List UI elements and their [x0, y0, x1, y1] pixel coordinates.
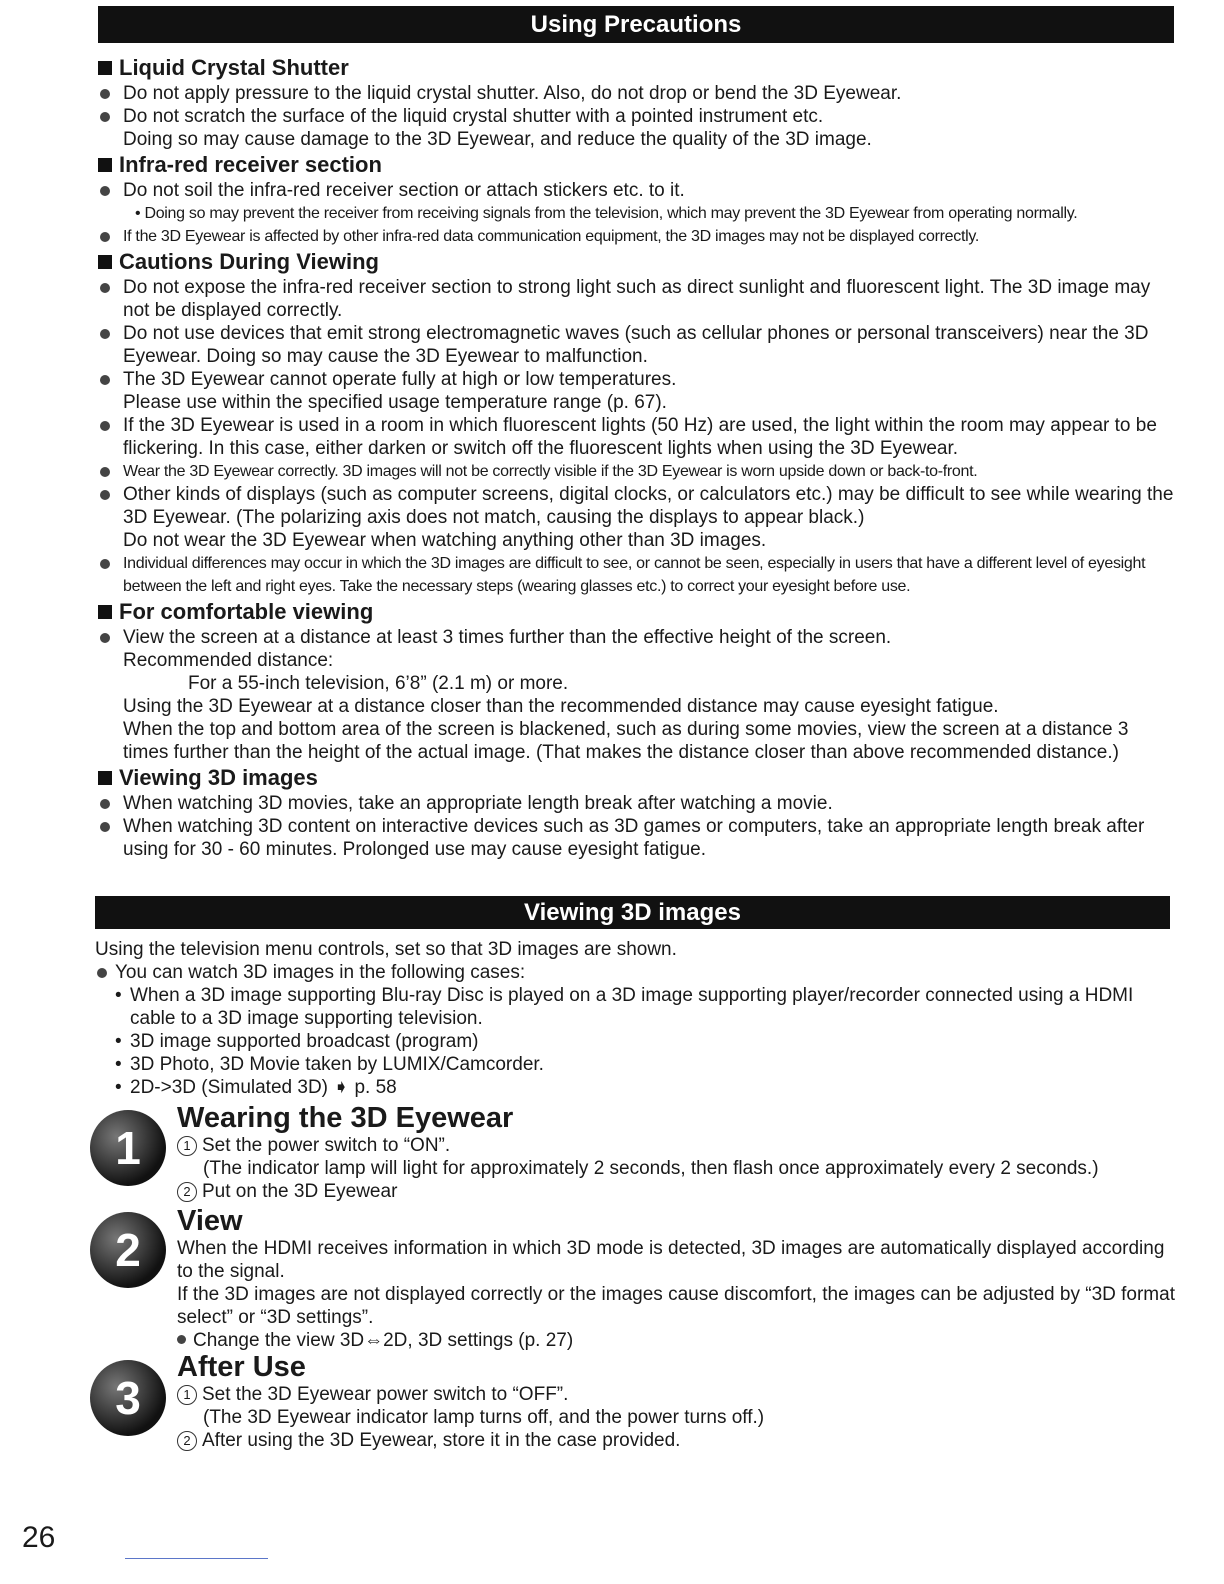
paragraph: When the top and bottom area of the screen is blackened, such as during some movies, view the screen at a distance 3 times further than the height of the actual image. (That makes the distance closer than above recommended distance.) — [123, 719, 1129, 763]
bullet-item: When watching 3D movies, take an appropriate length break after watching a movie. — [98, 792, 1178, 815]
step-line — [177, 1429, 1177, 1452]
bullet-item: If the 3D Eyewear is affected by other infra-red data communication equipment, the 3D images may not be displayed correctly. — [98, 225, 1178, 248]
bullet-item: The 3D Eyewear cannot operate fully at high or low temperatures. — [98, 368, 1178, 391]
square-bullet-icon — [98, 255, 112, 269]
step-line — [177, 1383, 1177, 1406]
paragraph: If the 3D images are not displayed correctly or the images cause discomfort, the images can be adjusted by “3D format select” or “3D settings”. — [177, 1284, 1175, 1328]
footer-divider — [125, 1558, 268, 1559]
circled-number-icon: 1 — [177, 1385, 197, 1405]
case-item: • When a 3D image supporting Blu-ray Disc is played on a 3D image supporting player/recorder connected using a HDMI cable to a 3D image supporting television. — [95, 984, 1175, 1030]
bullet-item: Do not scratch the surface of the liquid crystal shutter with a pointed instrument etc. — [98, 105, 1178, 128]
bullet-item: Other kinds of displays (such as computer screens, digital clocks, or calculators etc.) may be difficult to see while wearing the 3D Eyewear. (The polarizing axis does not match, causing the displays to appear black.) — [98, 483, 1178, 529]
step-note — [177, 1329, 1177, 1352]
page-number: 26 — [22, 1521, 56, 1554]
step-line-text: After using the 3D Eyewear, store it in the case provided. — [202, 1430, 681, 1451]
bullet-item: Do not soil the infra-red receiver section or attach stickers etc. to it. — [98, 179, 1178, 202]
bullet-item: View the screen at a distance at least 3 times further than the effective height of the screen. — [98, 626, 1178, 649]
step-number-icon: 3 — [90, 1360, 166, 1436]
step-title: View — [177, 1205, 243, 1237]
step-number-icon: 2 — [90, 1212, 166, 1288]
step-title: After Use — [177, 1351, 306, 1383]
square-bullet-icon — [98, 771, 112, 785]
bullet-item: Wear the 3D Eyewear correctly. 3D images will not be correctly visible if the 3D Eyewear is worn upside down or back-to-front. — [98, 460, 1178, 483]
circled-number-icon: 2 — [177, 1431, 197, 1451]
viewing-3d-images-header: Viewing 3D images — [95, 896, 1170, 929]
cases-intro: You can watch 3D images in the following cases: — [95, 961, 1175, 984]
step-line-continuation: (The 3D Eyewear indicator lamp turns off, and the power turns off.) — [203, 1407, 765, 1428]
heading-text: Cautions During Viewing — [119, 249, 379, 274]
heading-text: For comfortable viewing — [119, 599, 374, 624]
recommended-distance: For a 55-inch television, 6’8” (2.1 m) or more. — [188, 673, 569, 694]
precautions-body — [98, 54, 1178, 861]
heading-text: Infra-red receiver section — [119, 152, 382, 177]
bullet-continuation: Please use within the specified usage temperature range (p. 67). — [123, 392, 667, 413]
case-item: • 2D->3D (Simulated 3D) ➧ p. 58 — [95, 1076, 1175, 1099]
bullet-item: Individual differences may occur in which the 3D images are difficult to see, or cannot be seen, especially in users that have a different level of eyesight between the left and right eyes. Take the necessary steps (wearing glasses etc.) to correct your eyesight before use. — [98, 552, 1178, 598]
section-heading — [98, 248, 1178, 276]
square-bullet-icon — [98, 61, 112, 75]
circled-number-icon: 1 — [177, 1136, 197, 1156]
square-bullet-icon — [98, 605, 112, 619]
viewing-3d-body — [95, 938, 1175, 1099]
bullet-continuation: Do not wear the 3D Eyewear when watching anything other than 3D images. — [123, 530, 767, 551]
step-note-text: Change the view 3D⇔2D, 3D settings (p. 27) — [193, 1330, 574, 1351]
paragraph: When the HDMI receives information in which 3D mode is detected, 3D images are automatically displayed according to the signal. — [177, 1238, 1165, 1282]
bullet-item: Do not use devices that emit strong electromagnetic waves (such as cellular phones or personal transceivers) near the 3D Eyewear. Doing so may cause the 3D Eyewear to malfunction. — [98, 322, 1178, 368]
bullet-continuation: Doing so may cause damage to the 3D Eyewear, and reduce the quality of the 3D image. — [123, 129, 872, 150]
step-title: Wearing the 3D Eyewear — [177, 1102, 514, 1134]
section-heading — [98, 598, 1178, 626]
step-line-text: Set the power switch to “ON”. — [202, 1135, 451, 1156]
section-heading — [98, 54, 1178, 82]
bullet-item: Do not expose the infra-red receiver section to strong light such as direct sunlight and fluorescent light. The 3D image may not be displayed correctly. — [98, 276, 1178, 322]
paragraph: Using the 3D Eyewear at a distance closer than the recommended distance may cause eyesight fatigue. — [123, 696, 999, 717]
heading-text: Viewing 3D images — [119, 765, 318, 790]
bullet-item: Do not apply pressure to the liquid crystal shutter. Also, do not drop or bend the 3D Eyewear. — [98, 82, 1178, 105]
intro-text: Using the television menu controls, set so that 3D images are shown. — [95, 939, 677, 960]
section-heading — [98, 151, 1178, 179]
case-item: • 3D image supported broadcast (program) — [95, 1030, 1175, 1053]
using-precautions-header: Using Precautions — [98, 6, 1174, 43]
step-line-text: Set the 3D Eyewear power switch to “OFF”. — [202, 1384, 569, 1405]
bullet-item: If the 3D Eyewear is used in a room in which fluorescent lights (50 Hz) are used, the light within the room may appear to be flickering. In this case, either darken or switch off the fluorescent lights when using the 3D Eyewear. — [98, 414, 1178, 460]
case-item: • 3D Photo, 3D Movie taken by LUMIX/Camcorder. — [95, 1053, 1175, 1076]
circled-number-icon: 2 — [177, 1182, 197, 1202]
bullet-dot-icon — [177, 1335, 186, 1344]
heading-text: Liquid Crystal Shutter — [119, 55, 349, 80]
bullet-item: When watching 3D content on interactive devices such as 3D games or computers, take an appropriate length break after using for 30 - 60 minutes. Prolonged use may cause eyesight fatigue. — [98, 815, 1178, 861]
sub-note: • Doing so may prevent the receiver from receiving signals from the television, which may prevent the 3D Eyewear from operating normally. — [135, 205, 1078, 222]
square-bullet-icon — [98, 158, 112, 172]
recommended-label: Recommended distance: — [123, 650, 334, 671]
step-number-icon: 1 — [90, 1110, 166, 1186]
step-line-text: Put on the 3D Eyewear — [202, 1181, 398, 1202]
step-line-continuation: (The indicator lamp will light for approximately 2 seconds, then flash once approximately every 2 seconds.) — [203, 1158, 1099, 1179]
step-line — [177, 1134, 1177, 1157]
section-heading — [98, 764, 1178, 792]
step-line — [177, 1180, 1177, 1203]
